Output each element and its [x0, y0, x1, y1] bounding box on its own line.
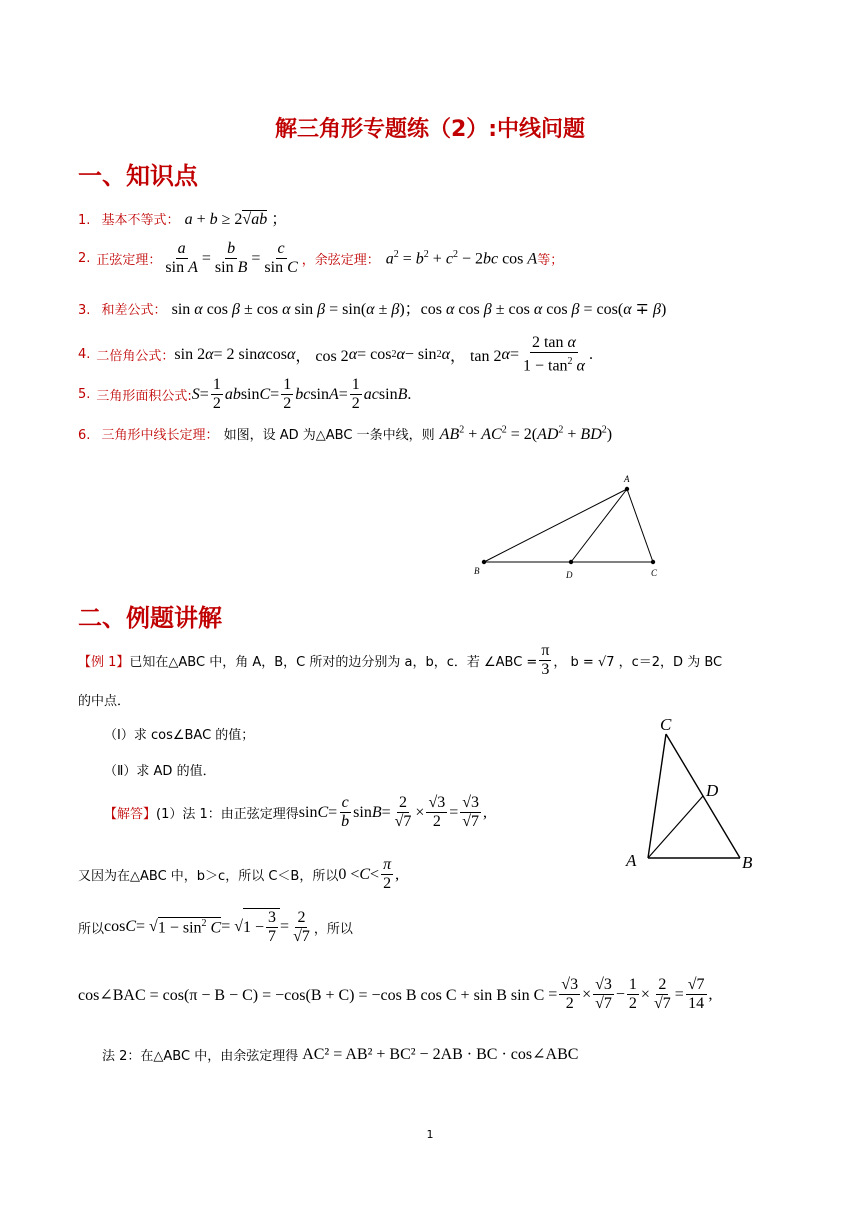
question-2: （Ⅱ）求 AD 的值．: [104, 764, 216, 779]
knowledge-item-4: [78, 334, 593, 375]
answer-formula: cos∠BAC = cos(π − B − C) = −cos(B + C) = −cos B cos C + sin B sin C: [78, 986, 545, 1004]
item-formula: sin 2 α = 2 sin α cos α ， cos 2 α = cos 2 α − sin 2 α ， tan 2 α = $\frac{\text{2 tan α}}{1 - \tan^2 \alpha}$ .: [174, 334, 593, 375]
answer-text-2: ，所以: [313, 921, 353, 937]
answer-line-3: [78, 908, 353, 946]
item-label: 二倍角公式：: [96, 349, 175, 365]
vertex-label-C: C: [660, 715, 672, 734]
example-tag: 【例 1】: [78, 655, 130, 670]
item-label: 基本不等式：: [101, 213, 180, 228]
item-text: 如图，设 AD 为△ABC 一条中线，则: [223, 428, 435, 443]
answer-line-2: [78, 856, 399, 893]
answer-formula: sin C = $\frac{c}{b}$ sin B = $\frac{2}{√7}$ × $\frac{√3}{2}$ = $\frac{√3}{√7}$ ,: [298, 794, 488, 830]
item-label: 和差公式：: [101, 303, 167, 318]
item-label: 三角形面积公式:: [96, 389, 192, 404]
item-formula: sin α cos β ± cos α sin β = sin(α ± β)；cos α cos β ± cos α cos β = cos(α ∓ β): [171, 301, 667, 318]
example-1-stem: [78, 642, 722, 679]
vertex-label-A: A: [626, 851, 637, 870]
item-sep: ，: [301, 253, 315, 268]
section-heading-knowledge: 一、知识点: [78, 162, 198, 190]
answer-text: 法 2：在△ABC 中，由余弦定理得: [102, 1048, 299, 1064]
stem-text: 已知在△ABC 中，角 A，B，C 所对的边分别为 a，b，c．若 ∠ABC =: [129, 655, 538, 670]
item-label2: 余弦定理：: [314, 253, 380, 268]
answer-line-4: [78, 976, 713, 1013]
answer-tag: 【解答】: [104, 807, 157, 822]
cosine-law-formula: $a^2 = b^2 + c^2 - 2bc$ cos A: [385, 248, 538, 268]
answer-formula-tail: = $\frac{√3}{2}$ × $\frac{√3}{√7}$ − $\frac{1}{2}$ × $\frac{2}{√7}$ = $\frac{√7}{14}$ ,: [548, 976, 713, 1012]
item-formula: $AB^2 + AC^2 = 2(AD^2 + BD^2)$: [439, 424, 613, 443]
answer-line-1: [104, 794, 487, 831]
answer-text: 所以: [78, 921, 105, 937]
example-1-stem-cont: 的中点．: [78, 694, 131, 709]
item-tail: 等；: [537, 253, 564, 268]
triangle-figure-1: [470, 470, 670, 586]
item-number: 2.: [78, 251, 91, 266]
item-number: 3.: [78, 303, 91, 318]
section-heading-examples: 二、例题讲解: [78, 604, 222, 632]
vertex-label-C: C: [651, 568, 658, 578]
answer-line-5: [102, 1044, 578, 1064]
item-formula: S = $\frac{1}{2}$ ab sin C = $\frac{1}{2}$ bc sin A = $\frac{1}{2}$ ac sin B .: [191, 376, 412, 412]
knowledge-item-6: [78, 424, 612, 444]
answer-formula: cos C = √ $1 - \sin^2 C$ = √ 1 − $\frac{3}{7}$ = $\frac{2}{√7}$: [104, 908, 310, 945]
vertex-label-D: D: [706, 781, 719, 800]
angle-denominator: 3: [541, 661, 550, 678]
knowledge-item-3: [78, 296, 666, 319]
knowledge-item-2: [78, 240, 563, 277]
knowledge-item-5: [78, 376, 411, 413]
item-label: 三角形中线长定理：: [101, 428, 219, 443]
answer-text: 又因为在△ABC 中，b＞c，所以 C＜B，所以: [78, 869, 339, 884]
item-number: 5.: [78, 387, 91, 402]
item-number: 4.: [78, 347, 91, 363]
vertex-label-D: D: [566, 570, 573, 580]
item-formula: a + b ≥ 2√ab ；: [184, 211, 288, 228]
answer-formula: AC² = AB² + BC² − 2AB · BC · cos∠ABC: [302, 1046, 579, 1063]
page-number: 1: [426, 1128, 434, 1141]
answer-formula: 0 < C < $\frac{\pi}{2}$ ,: [338, 856, 400, 892]
item-number: 1.: [78, 213, 91, 228]
vertex-label-A: A: [624, 474, 630, 484]
item-label: 正弦定理：: [96, 253, 162, 268]
stem-text-2: ， b = √7 ，c＝2，D 为 BC: [553, 655, 723, 670]
answer-text: (1）法 1：由正弦定理得: [156, 807, 299, 822]
vertex-label-B: B: [474, 566, 480, 576]
triangle-figure-2: [620, 712, 770, 878]
angle-numerator: π: [541, 642, 550, 659]
question-1: （Ⅰ）求 cos∠BAC 的值；: [104, 728, 255, 743]
item-number: 6.: [78, 428, 91, 443]
sine-law-formula: $\frac{a}{\text{sin A}}$ = $\frac{b}{\text{sin B}}$ = $\frac{c}{\text{sin C}}$: [165, 240, 298, 276]
knowledge-item-1: [78, 206, 287, 229]
page-title: 解三角形专题练（2）:中线问题: [274, 117, 586, 142]
vertex-label-B: B: [742, 853, 753, 872]
